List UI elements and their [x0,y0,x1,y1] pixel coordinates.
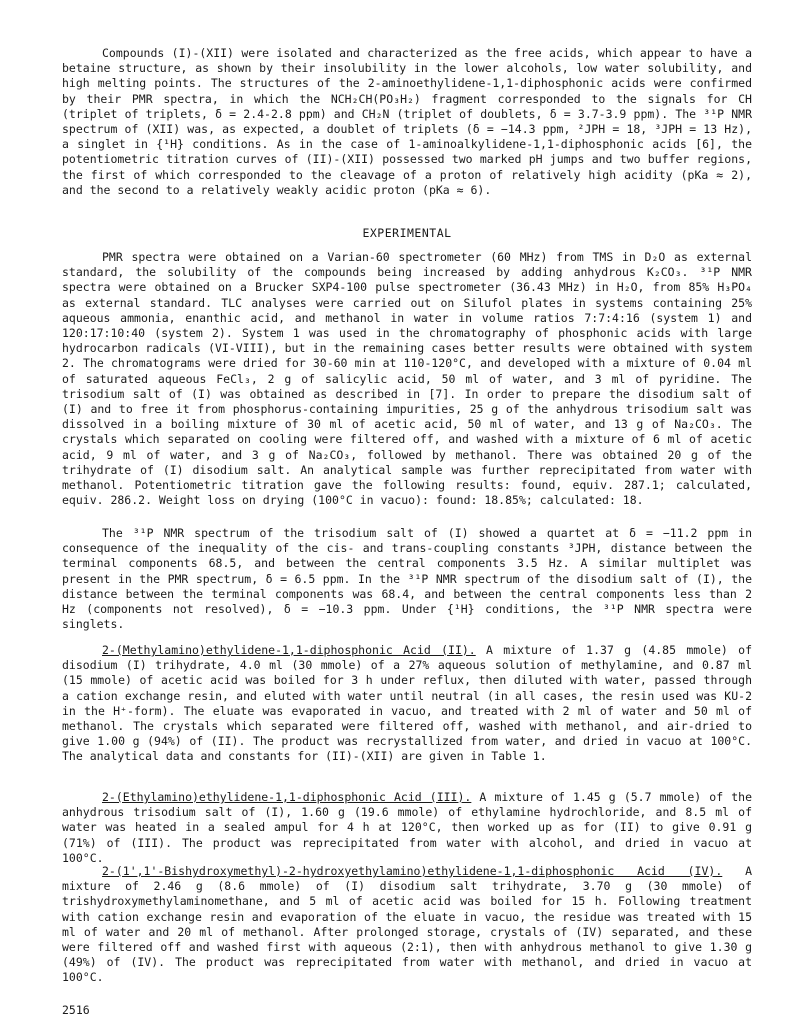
compound-iv-paragraph [62,864,752,986]
compound-iii-paragraph [62,790,752,866]
compound-iii-body: A mixture of 1.45 g (5.7 mmole) of the anhydrous trisodium salt of (I), 1.60 g (19.6 mmole) of ethylamine hydrochloride, and 8.5 ml of water was heated in a sealed ampul for 4 h at 120°C, then worked up as for (II) to give 0.91 g (71%) of (III). The product was reprecipitated from water with alcohol, and dried in vacuo at 100°C. [62,790,752,865]
nmr-paragraph: The ³¹P NMR spectrum of the trisodium salt of (I) showed a quartet at δ = −11.2 ppm in consequence of the inequality of the cis- and trans-coupling constants ³JPH, distance between the terminal components 68.5, and between the central components 3.5 Hz. A similar multiplet was present in the PMR spectrum, δ = 6.5 ppm. In the ³¹P NMR spectrum of the disodium salt of (I), the distance between the terminal components was 68.4, and between the central components less than 2 Hz (components not resolved), δ = −10.3 ppm. Under {¹H} conditions, the ³¹P NMR spectra were singlets. [62,526,752,632]
methods-paragraph: PMR spectra were obtained on a Varian-60 spectrometer (60 MHz) from TMS in D₂O as external standard, the solubility of the compounds being increased by adding anhydrous K₂CO₃. ³¹P NMR spectra were obtained on a Brucker SXP4-100 pulse spectrometer (36.43 MHz) in H₂O, from 85% H₃PO₄ as external standard. TLC analyses were carried out on Silufol plates in systems containing 25% aqueous ammonia, enanthic acid, and methanol in water in volume ratios 7:7:4:16 (system 1) and 120:17:10:40 (system 2). System 1 was used in the chromatography of phosphonic acids with large hydrocarbon radicals (VI-VIII), but in the remaining cases better results were obtained with system 2. The chromatograms were dried for 30-60 min at 110-120°C, and developed with a mixture of 0.04 ml of saturated aqueous FeCl₃, 2 g of salicylic acid, 50 ml of water, and 3 ml of pyridine. The trisodium salt of (I) was obtained as described in [7]. In order to prepare the disodium salt of (I) and to free it from phosphorus-containing impurities, 25 g of the anhydrous trisodium salt was dissolved in a boiling mixture of 30 ml of acetic acid, 50 ml of water, and 13 g of Na₂CO₃. The crystals which separated on cooling were filtered off, and washed with a mixture of 6 ml of acetic acid, 9 ml of water, and 3 g of Na₂CO₃, followed by methanol. There was obtained 20 g of the trihydrate of (I) disodium salt. An analytical sample was further reprecipitated from water with methanol. Potentiometric titration gave the following results: found, equiv. 287.1; calculated, equiv. 286.2. Weight loss on drying (100°C in vacuo): found: 18.85%; calculated: 18. [62,250,752,508]
compound-iv-body: A mixture of 2.46 g (8.6 mmole) of (I) disodium salt trihydrate, 3.70 g (30 mmole) of trishydroxymethylaminomethane, and 5 ml of acetic acid was boiled for 15 h. Following treatment with cation exchange resin and evaporation of the eluate in vacuo, the residue was treated with 15 ml of water and 20 ml of methanol. After prolonged storage, crystals of (IV) separated, and these were filtered off and washed first with aqueous (2:1), then with anhydrous methanol to give 1.30 g (49%) of (IV). The product was reprecipitated from water with methanol, and dried in vacuo at 100°C. [62,864,752,985]
compound-iv-title: 2-(1',1'-Bishydroxymethyl)-2-hydroxyethylamino)ethylidene-1,1-diphosphonic Acid (IV). [102,864,723,878]
compound-ii-body: A mixture of 1.37 g (4.85 mmole) of disodium (I) trihydrate, 4.0 ml (30 mmole) of a 27% aqueous solution of methylamine, and 0.87 ml (15 mmole) of acetic acid was boiled for 3 h under reflux, then diluted with water, passed through a cation exchange resin, and eluted with water until neutral (in all cases, the resin used was KU-2 in the H⁺-form). The eluate was evaporated in vacuo, and treated with 2 ml of water and 50 ml of methanol. The crystals which separated were filtered off, washed with methanol, and air-dried to give 1.00 g (94%) of (II). The product was recrystallized from water, and dried in vacuo at 100°C. The analytical data and constants for (II)-(XII) are given in Table 1. [62,643,753,764]
section-heading-experimental: EXPERIMENTAL [362,226,452,240]
compound-ii-title: 2-(Methylamino)ethylidene-1,1-diphosphonic Acid (II). [102,643,476,657]
intro-paragraph: Compounds (I)-(XII) were isolated and characterized as the free acids, which appear to have a betaine structure, as shown by their insolubility in the lower alcohols, low water solubility, and high melting points. The structures of the 2-aminoethylidene-1,1-diphosphonic acids were confirmed by their PMR spectra, in which the NCH₂CH(PO₃H₂) fragment corresponded to the signals for CH (triplet of triplets, δ = 2.4-2.8 ppm) and CH₂N (triplet of doublets, δ = 3.7-3.9 ppm). The ³¹P NMR spectrum of (XII) was, as expected, a doublet of triplets (δ = −14.3 ppm, ²JPH = 18, ³JPH = 13 Hz), a singlet in {¹H} conditions. As in the case of 1-aminoalkylidene-1,1-diphosphonic acids [6], the potentiometric titration curves of (II)-(XII) possessed two marked pH jumps and two buffer regions, the first of which corresponded to the cleavage of a proton of relatively high acidity (pKa ≈ 2), and the second to a relatively weakly acidic proton (pKa ≈ 6). [62,46,752,197]
page-number: 2516 [62,1003,90,1017]
compound-iii-title: 2-(Ethylamino)ethylidene-1,1-diphosphonic Acid (III). [102,790,472,804]
compound-ii-paragraph [62,643,752,765]
